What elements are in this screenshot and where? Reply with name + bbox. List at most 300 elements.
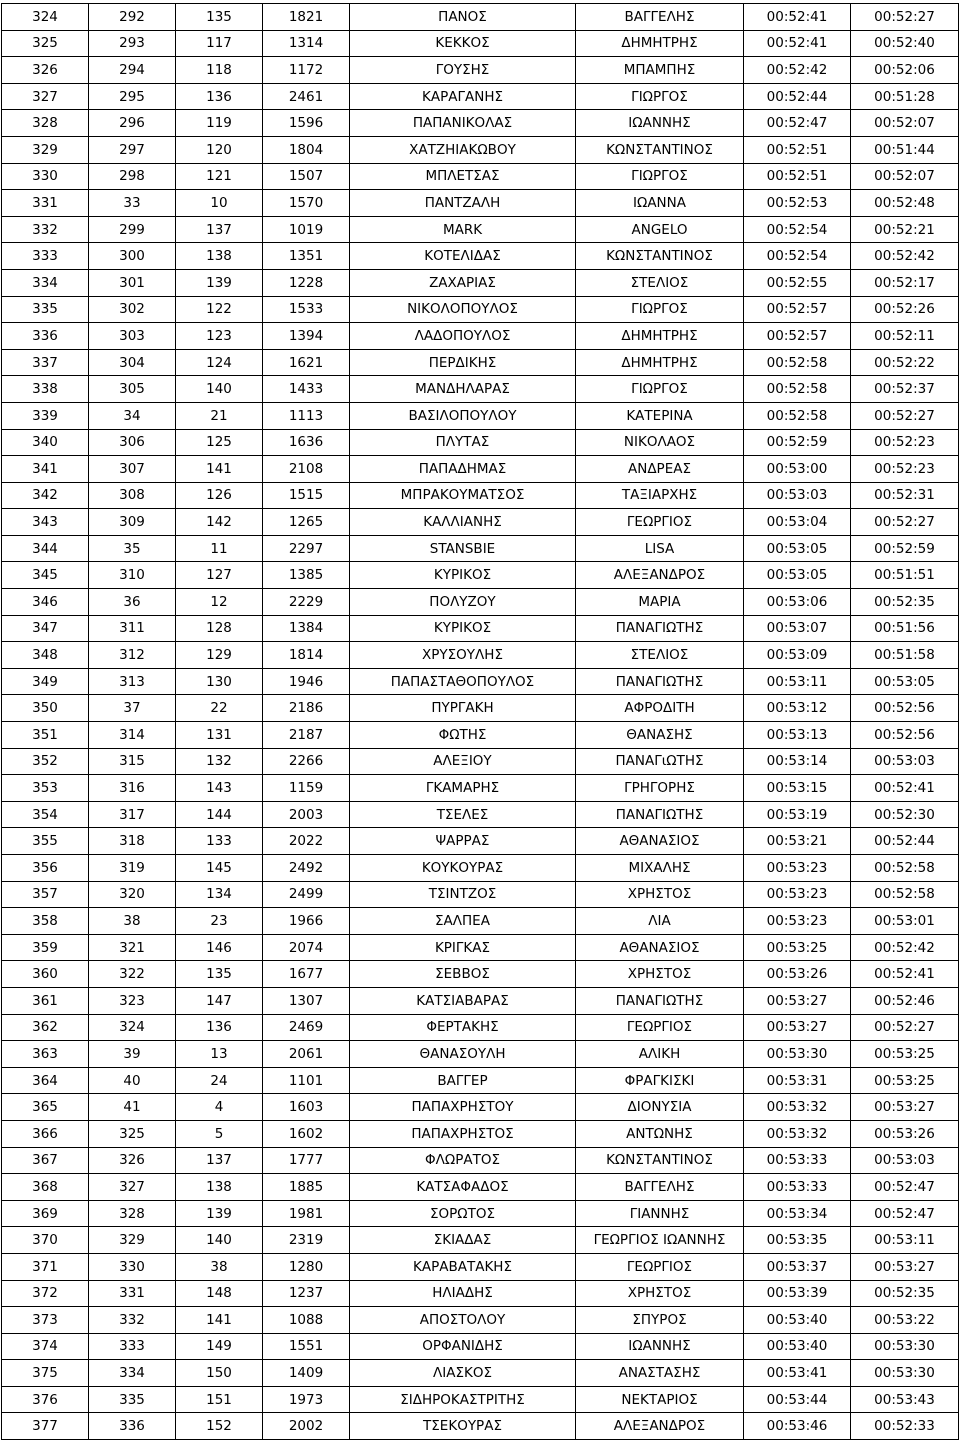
first-name-cell: ΛΙΑ [576,908,744,935]
chip-time-cell: 00:53:27 [851,1094,959,1121]
first-name-cell: ΔΗΜΗΤΡΗΣ [576,323,744,350]
gun-time-cell: 00:53:37 [744,1253,851,1280]
subcategory-position-cell: 129 [176,642,263,669]
overall-position-cell: 327 [2,83,89,110]
bib-number-cell: 1603 [263,1094,350,1121]
first-name-cell: ΓΙΩΡΓΟΣ [576,376,744,403]
subcategory-position-cell: 4 [176,1094,263,1121]
overall-position-cell: 330 [2,163,89,190]
last-name-cell: ΚΑΛΛΙΑΝΗΣ [350,509,576,536]
first-name-cell: ΑΦΡΟΔΙΤΗ [576,695,744,722]
subcategory-position-cell: 13 [176,1041,263,1068]
gun-time-cell: 00:53:23 [744,881,851,908]
bib-number-cell: 2461 [263,83,350,110]
overall-position-cell: 339 [2,402,89,429]
chip-time-cell: 00:52:17 [851,269,959,296]
chip-time-cell: 00:52:33 [851,1413,959,1440]
first-name-cell: ΓΙΩΡΓΟΣ [576,83,744,110]
last-name-cell: ΚΥΡΙΚΟΣ [350,562,576,589]
chip-time-cell: 00:53:43 [851,1386,959,1413]
gun-time-cell: 00:53:27 [744,987,851,1014]
first-name-cell: ΧΡΗΣΤΟΣ [576,961,744,988]
overall-position-cell: 363 [2,1041,89,1068]
table-row [2,30,959,57]
overall-position-cell: 338 [2,376,89,403]
overall-position-cell: 354 [2,801,89,828]
category-position-cell: 39 [89,1041,176,1068]
bib-number-cell: 1314 [263,30,350,57]
last-name-cell: ΠΑΠΑΧΡΗΣΤΟΣ [350,1120,576,1147]
gun-time-cell: 00:53:44 [744,1386,851,1413]
gun-time-cell: 00:52:58 [744,376,851,403]
table-row [2,376,959,403]
gun-time-cell: 00:53:33 [744,1147,851,1174]
first-name-cell: ΙΩΑΝΝΗΣ [576,110,744,137]
overall-position-cell: 359 [2,934,89,961]
bib-number-cell: 1973 [263,1386,350,1413]
gun-time-cell: 00:53:31 [744,1067,851,1094]
category-position-cell: 301 [89,269,176,296]
table-row [2,934,959,961]
last-name-cell: ΧΡΥΣΟΥΛΗΣ [350,642,576,669]
category-position-cell: 299 [89,216,176,243]
subcategory-position-cell: 128 [176,615,263,642]
table-row [2,1227,959,1254]
gun-time-cell: 00:53:40 [744,1307,851,1334]
overall-position-cell: 337 [2,349,89,376]
subcategory-position-cell: 131 [176,722,263,749]
overall-position-cell: 345 [2,562,89,589]
category-position-cell: 314 [89,722,176,749]
table-row [2,1253,959,1280]
category-position-cell: 41 [89,1094,176,1121]
subcategory-position-cell: 126 [176,482,263,509]
first-name-cell: ΠΑΝΑΓΙΩΤΗΣ [576,615,744,642]
table-row [2,535,959,562]
last-name-cell: ΠΕΡΔΙΚΗΣ [350,349,576,376]
overall-position-cell: 346 [2,589,89,616]
table-row [2,1200,959,1227]
subcategory-position-cell: 130 [176,668,263,695]
category-position-cell: 325 [89,1120,176,1147]
bib-number-cell: 1602 [263,1120,350,1147]
category-position-cell: 333 [89,1333,176,1360]
category-position-cell: 35 [89,535,176,562]
first-name-cell: ΠΑΝΑΓΙΩΤΗΣ [576,668,744,695]
category-position-cell: 328 [89,1200,176,1227]
last-name-cell: ΣΕΒΒΟΣ [350,961,576,988]
gun-time-cell: 00:52:57 [744,296,851,323]
last-name-cell: ΜΑΝΔΗΛΑΡΑΣ [350,376,576,403]
gun-time-cell: 00:53:27 [744,1014,851,1041]
gun-time-cell: 00:53:39 [744,1280,851,1307]
subcategory-position-cell: 38 [176,1253,263,1280]
bib-number-cell: 1636 [263,429,350,456]
table-row [2,1041,959,1068]
gun-time-cell: 00:52:42 [744,57,851,84]
first-name-cell: ΑΝΔΡΕΑΣ [576,456,744,483]
subcategory-position-cell: 121 [176,163,263,190]
last-name-cell: ΜΠΡΑΚΟΥΜΑΤΣΟΣ [350,482,576,509]
table-row [2,1174,959,1201]
gun-time-cell: 00:52:58 [744,349,851,376]
results-table-body [2,4,959,1440]
subcategory-position-cell: 148 [176,1280,263,1307]
table-row [2,642,959,669]
bib-number-cell: 1159 [263,775,350,802]
subcategory-position-cell: 118 [176,57,263,84]
chip-time-cell: 00:53:30 [851,1333,959,1360]
last-name-cell: ΚΟΤΕΛΙΔΑΣ [350,243,576,270]
bib-number-cell: 2319 [263,1227,350,1254]
bib-number-cell: 2492 [263,855,350,882]
overall-position-cell: 373 [2,1307,89,1334]
gun-time-cell: 00:53:12 [744,695,851,722]
first-name-cell: ΜΙΧΑΛΗΣ [576,855,744,882]
category-position-cell: 331 [89,1280,176,1307]
category-position-cell: 317 [89,801,176,828]
category-position-cell: 300 [89,243,176,270]
first-name-cell: ΣΠΥΡΟΣ [576,1307,744,1334]
table-row [2,695,959,722]
first-name-cell: ΣΤΕΛΙΟΣ [576,269,744,296]
category-position-cell: 330 [89,1253,176,1280]
chip-time-cell: 00:52:59 [851,535,959,562]
table-row [2,509,959,536]
first-name-cell: ΓΡΗΓΟΡΗΣ [576,775,744,802]
gun-time-cell: 00:52:58 [744,402,851,429]
bib-number-cell: 2074 [263,934,350,961]
category-position-cell: 307 [89,456,176,483]
first-name-cell: ΑΛΕΞΑΝΔΡΟΣ [576,562,744,589]
table-row [2,1147,959,1174]
overall-position-cell: 335 [2,296,89,323]
overall-position-cell: 341 [2,456,89,483]
overall-position-cell: 351 [2,722,89,749]
chip-time-cell: 00:52:58 [851,855,959,882]
gun-time-cell: 00:53:33 [744,1174,851,1201]
first-name-cell: ΝΕΚΤΑΡΙΟΣ [576,1386,744,1413]
last-name-cell: ΠΑΝΤΖΑΛΗ [350,190,576,217]
overall-position-cell: 325 [2,30,89,57]
last-name-cell: ΣΟΡΩΤΟΣ [350,1200,576,1227]
category-position-cell: 324 [89,1014,176,1041]
table-row [2,1333,959,1360]
overall-position-cell: 372 [2,1280,89,1307]
bib-number-cell: 1885 [263,1174,350,1201]
chip-time-cell: 00:52:07 [851,110,959,137]
first-name-cell: ΑΘΑΝΑΣΙΟΣ [576,828,744,855]
last-name-cell: ΛΙΑΣΚΟΣ [350,1360,576,1387]
chip-time-cell: 00:52:21 [851,216,959,243]
category-position-cell: 321 [89,934,176,961]
gun-time-cell: 00:53:23 [744,908,851,935]
first-name-cell: ΓΙΑΝΝΗΣ [576,1200,744,1227]
chip-time-cell: 00:53:05 [851,668,959,695]
category-position-cell: 323 [89,987,176,1014]
first-name-cell: ΧΡΗΣΤΟΣ [576,1280,744,1307]
chip-time-cell: 00:52:56 [851,695,959,722]
first-name-cell: ΣΤΕΛΙΟΣ [576,642,744,669]
first-name-cell: ΧΡΗΣΤΟΣ [576,881,744,908]
first-name-cell: ΝΙΚΟΛΑΟΣ [576,429,744,456]
chip-time-cell: 00:52:41 [851,775,959,802]
gun-time-cell: 00:53:09 [744,642,851,669]
last-name-cell: ΤΣΕΛΕΣ [350,801,576,828]
table-row [2,349,959,376]
table-row [2,908,959,935]
category-position-cell: 297 [89,136,176,163]
table-row [2,562,959,589]
overall-position-cell: 329 [2,136,89,163]
bib-number-cell: 1172 [263,57,350,84]
table-row [2,296,959,323]
category-position-cell: 312 [89,642,176,669]
first-name-cell: ΓΕΩΡΓΙΟΣ [576,509,744,536]
chip-time-cell: 00:51:28 [851,83,959,110]
chip-time-cell: 00:52:56 [851,722,959,749]
chip-time-cell: 00:52:27 [851,1014,959,1041]
subcategory-position-cell: 139 [176,269,263,296]
subcategory-position-cell: 147 [176,987,263,1014]
last-name-cell: ΣΚΙΑΔΑΣ [350,1227,576,1254]
gun-time-cell: 00:52:53 [744,190,851,217]
chip-time-cell: 00:52:31 [851,482,959,509]
overall-position-cell: 348 [2,642,89,669]
chip-time-cell: 00:52:48 [851,190,959,217]
bib-number-cell: 1966 [263,908,350,935]
chip-time-cell: 00:52:27 [851,509,959,536]
gun-time-cell: 00:52:51 [744,136,851,163]
subcategory-position-cell: 117 [176,30,263,57]
category-position-cell: 40 [89,1067,176,1094]
gun-time-cell: 00:52:55 [744,269,851,296]
gun-time-cell: 00:53:41 [744,1360,851,1387]
bib-number-cell: 1621 [263,349,350,376]
chip-time-cell: 00:52:40 [851,30,959,57]
overall-position-cell: 336 [2,323,89,350]
last-name-cell: ΗΛΙΑΔΗΣ [350,1280,576,1307]
overall-position-cell: 362 [2,1014,89,1041]
table-row [2,482,959,509]
subcategory-position-cell: 24 [176,1067,263,1094]
overall-position-cell: 374 [2,1333,89,1360]
first-name-cell: ΠΑΝΑΓΙΩΤΗΣ [576,801,744,828]
category-position-cell: 316 [89,775,176,802]
category-position-cell: 302 [89,296,176,323]
bib-number-cell: 1981 [263,1200,350,1227]
chip-time-cell: 00:52:47 [851,1200,959,1227]
table-row [2,1067,959,1094]
gun-time-cell: 00:53:40 [744,1333,851,1360]
overall-position-cell: 376 [2,1386,89,1413]
gun-time-cell: 00:53:13 [744,722,851,749]
table-row [2,190,959,217]
gun-time-cell: 00:52:51 [744,163,851,190]
chip-time-cell: 00:53:22 [851,1307,959,1334]
category-position-cell: 296 [89,110,176,137]
last-name-cell: ΑΛΕΞΙΟΥ [350,748,576,775]
last-name-cell: ΖΑΧΑΡΙΑΣ [350,269,576,296]
subcategory-position-cell: 144 [176,801,263,828]
table-row [2,163,959,190]
last-name-cell: ΚΑΤΣΑΦΑΔΟΣ [350,1174,576,1201]
last-name-cell: ΠΑΝΟΣ [350,4,576,31]
bib-number-cell: 2469 [263,1014,350,1041]
chip-time-cell: 00:52:27 [851,402,959,429]
subcategory-position-cell: 137 [176,1147,263,1174]
bib-number-cell: 1019 [263,216,350,243]
first-name-cell: ΠΑΝΑΓιΩΤΗΣ [576,748,744,775]
table-row [2,961,959,988]
gun-time-cell: 00:52:41 [744,4,851,31]
subcategory-position-cell: 142 [176,509,263,536]
overall-position-cell: 334 [2,269,89,296]
overall-position-cell: 342 [2,482,89,509]
table-row [2,269,959,296]
chip-time-cell: 00:52:35 [851,589,959,616]
overall-position-cell: 377 [2,1413,89,1440]
category-position-cell: 33 [89,190,176,217]
gun-time-cell: 00:53:07 [744,615,851,642]
gun-time-cell: 00:53:19 [744,801,851,828]
table-row [2,4,959,31]
category-position-cell: 311 [89,615,176,642]
bib-number-cell: 2266 [263,748,350,775]
category-position-cell: 336 [89,1413,176,1440]
gun-time-cell: 00:52:59 [744,429,851,456]
bib-number-cell: 2297 [263,535,350,562]
category-position-cell: 295 [89,83,176,110]
last-name-cell: ΤΣΙΝΤΖΟΣ [350,881,576,908]
first-name-cell: ANGELO [576,216,744,243]
subcategory-position-cell: 119 [176,110,263,137]
gun-time-cell: 00:53:23 [744,855,851,882]
overall-position-cell: 326 [2,57,89,84]
chip-time-cell: 00:52:06 [851,57,959,84]
table-row [2,722,959,749]
last-name-cell: ΣΙΔΗΡΟΚΑΣΤΡΙΤΗΣ [350,1386,576,1413]
category-position-cell: 298 [89,163,176,190]
first-name-cell: ΘΑΝΑΣΗΣ [576,722,744,749]
table-row [2,136,959,163]
last-name-cell: ΠΑΠΑΝΙΚΟΛΑΣ [350,110,576,137]
subcategory-position-cell: 141 [176,456,263,483]
overall-position-cell: 349 [2,668,89,695]
subcategory-position-cell: 152 [176,1413,263,1440]
category-position-cell: 308 [89,482,176,509]
bib-number-cell: 2108 [263,456,350,483]
table-row [2,1280,959,1307]
first-name-cell: ΓΕΩΡΓΙΟΣ [576,1253,744,1280]
last-name-cell: ΘΑΝΑΣΟΥΛΗ [350,1041,576,1068]
subcategory-position-cell: 143 [176,775,263,802]
gun-time-cell: 00:53:25 [744,934,851,961]
table-row [2,1120,959,1147]
overall-position-cell: 333 [2,243,89,270]
gun-time-cell: 00:53:06 [744,589,851,616]
chip-time-cell: 00:52:27 [851,4,959,31]
subcategory-position-cell: 140 [176,1227,263,1254]
bib-number-cell: 1351 [263,243,350,270]
chip-time-cell: 00:53:03 [851,748,959,775]
bib-number-cell: 2003 [263,801,350,828]
chip-time-cell: 00:52:22 [851,349,959,376]
subcategory-position-cell: 21 [176,402,263,429]
gun-time-cell: 00:53:05 [744,535,851,562]
category-position-cell: 38 [89,908,176,935]
last-name-cell: ΚΕΚΚΟΣ [350,30,576,57]
table-row [2,110,959,137]
chip-time-cell: 00:51:56 [851,615,959,642]
category-position-cell: 36 [89,589,176,616]
gun-time-cell: 00:53:11 [744,668,851,695]
gun-time-cell: 00:53:32 [744,1120,851,1147]
chip-time-cell: 00:51:51 [851,562,959,589]
bib-number-cell: 1307 [263,987,350,1014]
table-row [2,775,959,802]
table-row [2,1307,959,1334]
overall-position-cell: 367 [2,1147,89,1174]
category-position-cell: 305 [89,376,176,403]
category-position-cell: 329 [89,1227,176,1254]
table-row [2,1386,959,1413]
chip-time-cell: 00:52:23 [851,429,959,456]
gun-time-cell: 00:52:47 [744,110,851,137]
bib-number-cell: 1814 [263,642,350,669]
gun-time-cell: 00:53:21 [744,828,851,855]
subcategory-position-cell: 145 [176,855,263,882]
gun-time-cell: 00:53:14 [744,748,851,775]
subcategory-position-cell: 127 [176,562,263,589]
overall-position-cell: 366 [2,1120,89,1147]
last-name-cell: ΚΟΥΚΟΥΡΑΣ [350,855,576,882]
subcategory-position-cell: 11 [176,535,263,562]
category-position-cell: 334 [89,1360,176,1387]
bib-number-cell: 1596 [263,110,350,137]
category-position-cell: 294 [89,57,176,84]
bib-number-cell: 2187 [263,722,350,749]
subcategory-position-cell: 150 [176,1360,263,1387]
subcategory-position-cell: 151 [176,1386,263,1413]
overall-position-cell: 347 [2,615,89,642]
chip-time-cell: 00:52:41 [851,961,959,988]
gun-time-cell: 00:53:26 [744,961,851,988]
table-row [2,57,959,84]
overall-position-cell: 358 [2,908,89,935]
subcategory-position-cell: 138 [176,243,263,270]
last-name-cell: ΒΑΣΙΛΟΠΟΥΛΟΥ [350,402,576,429]
last-name-cell: ΠΛΥΤΑΣ [350,429,576,456]
category-position-cell: 318 [89,828,176,855]
first-name-cell: ΒΑΓΓΕΛΗΣ [576,1174,744,1201]
chip-time-cell: 00:52:42 [851,243,959,270]
last-name-cell: ΚΑΡΑΓΑΝΗΣ [350,83,576,110]
category-position-cell: 320 [89,881,176,908]
table-row [2,881,959,908]
last-name-cell: ΦΕΡΤΑΚΗΣ [350,1014,576,1041]
bib-number-cell: 1570 [263,190,350,217]
gun-time-cell: 00:52:44 [744,83,851,110]
chip-time-cell: 00:53:25 [851,1067,959,1094]
overall-position-cell: 371 [2,1253,89,1280]
gun-time-cell: 00:52:54 [744,243,851,270]
first-name-cell: ΠΑΝΑΓΙΩΤΗΣ [576,987,744,1014]
category-position-cell: 315 [89,748,176,775]
bib-number-cell: 1228 [263,269,350,296]
category-position-cell: 292 [89,4,176,31]
subcategory-position-cell: 136 [176,83,263,110]
